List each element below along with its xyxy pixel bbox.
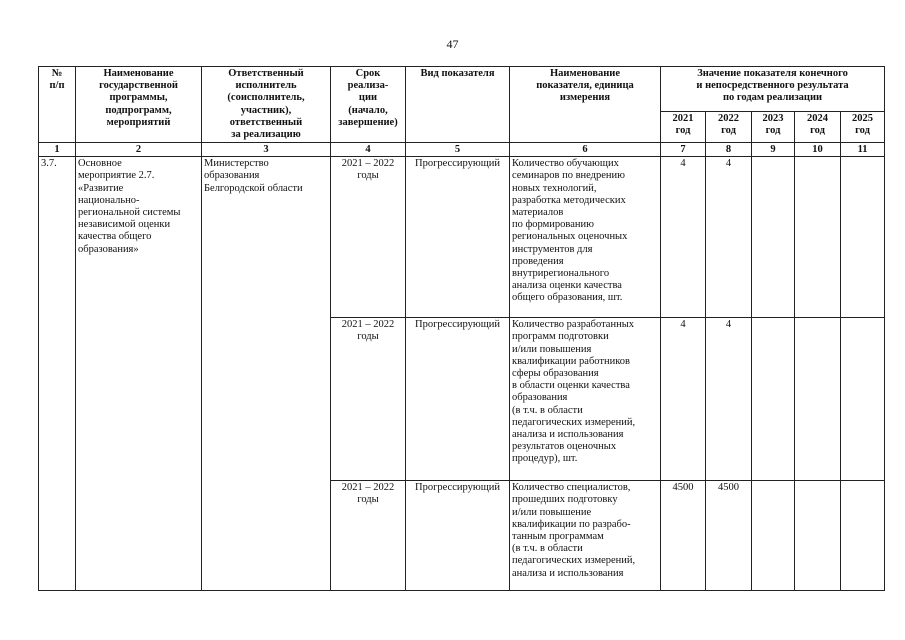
table-row <box>39 157 885 318</box>
column-number: 3 <box>202 143 331 157</box>
column-number: 10 <box>795 143 841 157</box>
indicator-period: 2021 – 2022 годы <box>331 157 406 318</box>
column-number: 2 <box>76 143 202 157</box>
value-2024 <box>795 318 841 481</box>
value-2024 <box>795 481 841 591</box>
header-col-indicator: Наименование показателя, единица измерения <box>510 67 661 143</box>
activity-name: Основное мероприятие 2.7. «Развитие национально- региональной системы независимой оценки качества общего образования» <box>76 157 202 591</box>
column-number: 4 <box>331 143 406 157</box>
column-number: 8 <box>706 143 752 157</box>
header-year-2025: 2025 год <box>841 112 885 143</box>
indicator-type: Прогрессирующий <box>406 318 510 481</box>
indicator-name: Количество специалистов, прошедших подготовку и/или повышение квалификации по разрабо- танным программам (в т.ч. в области педагогических измерений, анализа и использования <box>510 481 661 591</box>
header-col-values-group: Значение показателя конечного и непосредственного результата по годам реализации <box>661 67 885 112</box>
value-2021: 4500 <box>661 481 706 591</box>
header-year-2022: 2022 год <box>706 112 752 143</box>
column-number: 11 <box>841 143 885 157</box>
header-col-period: Срок реализа- ции (начало, завершение) <box>331 67 406 143</box>
value-2022: 4500 <box>706 481 752 591</box>
value-2024 <box>795 157 841 318</box>
indicator-type: Прогрессирующий <box>406 481 510 591</box>
column-number: 9 <box>752 143 795 157</box>
header-col-responsible: Ответственный исполнитель (соисполнитель, участник), ответственный за реализацию <box>202 67 331 143</box>
header-col-type: Вид показателя <box>406 67 510 143</box>
indicator-name: Количество разработанных программ подготовки и/или повышения квалификации работников сферы образования в области оценки качества образования (в т.ч. в области педагогических измерений, анализа и использования результатов оценочных процедур), шт. <box>510 318 661 481</box>
header-col-name: Наименование государственной программы, подпрограмм, мероприятий <box>76 67 202 143</box>
value-2022: 4 <box>706 318 752 481</box>
value-2021: 4 <box>661 157 706 318</box>
header-year-2021: 2021 год <box>661 112 706 143</box>
value-2025 <box>841 157 885 318</box>
value-2022: 4 <box>706 157 752 318</box>
row-number: 3.7. <box>39 157 76 591</box>
page-number: 47 <box>446 37 459 51</box>
header-col-num: № п/п <box>39 67 76 143</box>
column-number: 1 <box>39 143 76 157</box>
program-indicators-table <box>38 66 885 591</box>
indicator-period: 2021 – 2022 годы <box>331 318 406 481</box>
column-number: 5 <box>406 143 510 157</box>
responsible-executor: Министерство образования Белгородской области <box>202 157 331 591</box>
indicator-name: Количество обучающих семинаров по внедрению новых технологий, разработка методических материалов по формированию региональных оценочных инструментов для проведения внутрирегионального анализа оценки качества общего образования, шт. <box>510 157 661 318</box>
value-2025 <box>841 481 885 591</box>
column-number: 6 <box>510 143 661 157</box>
value-2021: 4 <box>661 318 706 481</box>
value-2023 <box>752 481 795 591</box>
column-number: 7 <box>661 143 706 157</box>
header-year-2024: 2024 год <box>795 112 841 143</box>
indicator-type: Прогрессирующий <box>406 157 510 318</box>
header-year-2023: 2023 год <box>752 112 795 143</box>
value-2023 <box>752 157 795 318</box>
value-2023 <box>752 318 795 481</box>
value-2025 <box>841 318 885 481</box>
indicator-period: 2021 – 2022 годы <box>331 481 406 591</box>
column-number-row <box>39 143 885 157</box>
header-row-1 <box>39 67 885 112</box>
